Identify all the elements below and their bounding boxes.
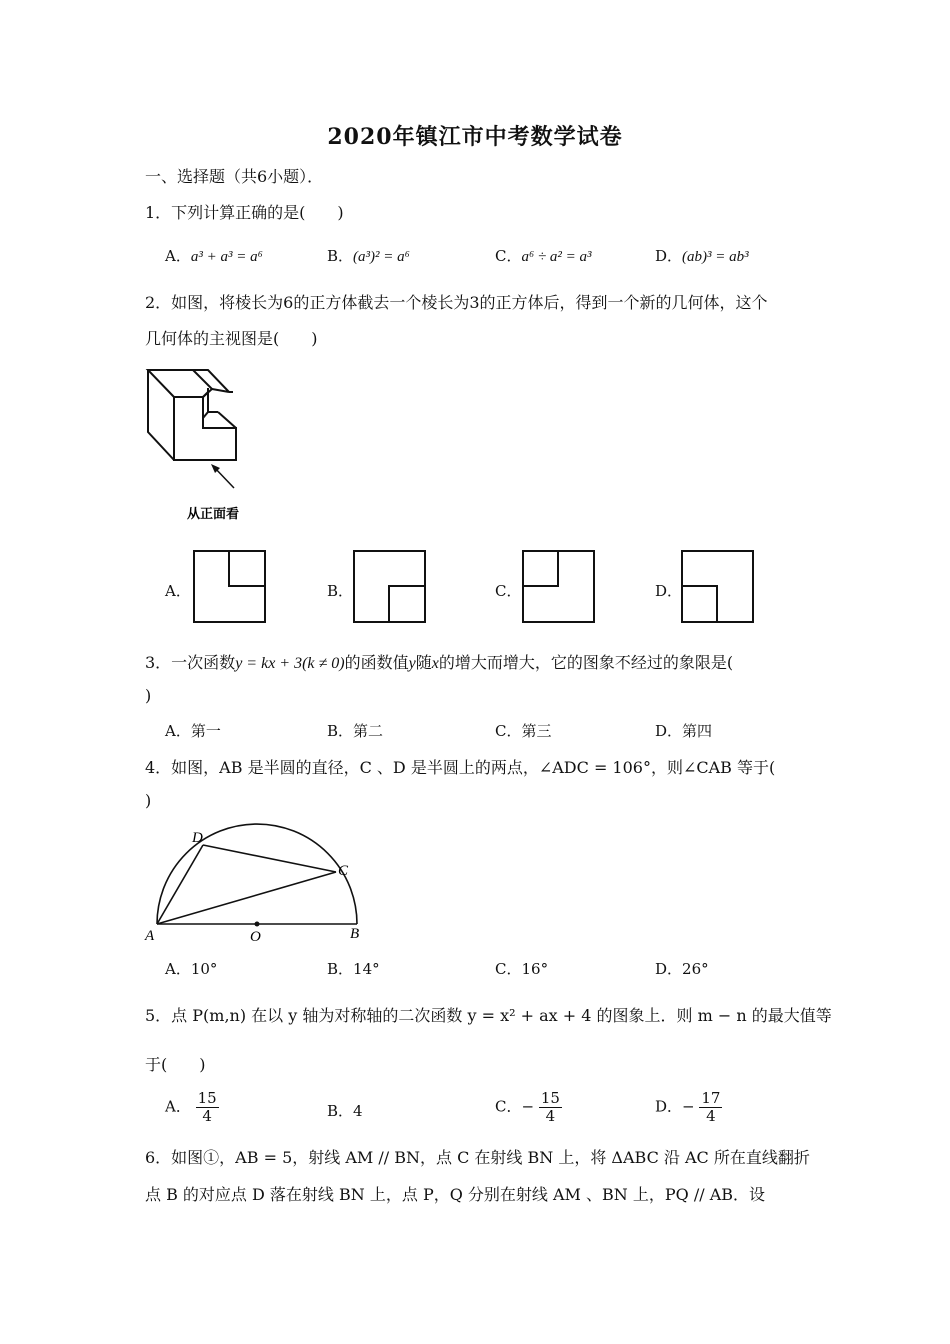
- segment-dc: [203, 845, 336, 872]
- q1-option-d-label: D．: [655, 247, 683, 265]
- view-caption: 从正面看: [187, 506, 240, 521]
- section-heading: 一、选择题（共6小题）．: [145, 167, 324, 186]
- q2-option-b-figure[interactable]: [353, 550, 427, 624]
- q2-option-d-label[interactable]: D．: [655, 582, 683, 600]
- q1-option-a-label: A．: [165, 247, 191, 265]
- q1-option-b[interactable]: [327, 245, 410, 266]
- q1-option-d-expr: (ab)³ = ab³: [682, 249, 749, 265]
- q3-stem-mid2: 随: [415, 653, 432, 672]
- q3-stem-line2: ): [145, 686, 152, 705]
- q3-stem-pre: 3．一次函数: [145, 653, 236, 672]
- q1-option-a-expr: a³ + a³ = a⁶: [190, 249, 263, 265]
- label-o: O: [250, 929, 261, 945]
- q5-option-d-label: D．: [655, 1097, 683, 1116]
- q5-stem-line2: 于( ): [145, 1055, 206, 1074]
- q6-stem-line2: 点 B 的对应点 D 落在射线 BN 上，点 P，Q 分别在射线 AM 、BN 上，PQ // AB．设: [145, 1185, 766, 1204]
- q1-option-b-label: B．: [327, 247, 354, 265]
- label-b: B: [350, 926, 360, 942]
- q5-option-a[interactable]: [165, 1090, 219, 1125]
- q1-option-d[interactable]: [655, 245, 749, 266]
- q2-option-b-label[interactable]: B．: [327, 582, 354, 600]
- q5-option-d[interactable]: [655, 1090, 722, 1125]
- q2-stem-line2: 几何体的主视图是( ): [145, 329, 318, 348]
- q1-option-c-expr: a⁶ ÷ a² = a³: [521, 249, 592, 265]
- q2-option-c-label[interactable]: C．: [495, 582, 522, 600]
- q2-option-a-label[interactable]: A．: [165, 582, 191, 600]
- q4-stem-line1: 4．如图，AB 是半圆的直径，C 、D 是半圆上的两点，∠ADC = 106°，则∠CAB 等于(: [145, 758, 776, 777]
- q5-option-d-sign: −: [682, 1097, 695, 1116]
- q2-stem-line1: 2．如图，将棱长为6的正方体截去一个棱长为3的正方体后，得到一个新的几何体，这个: [145, 293, 768, 312]
- q5-option-c-label: C．: [495, 1097, 522, 1116]
- page-title: 2020年镇江市中考数学试卷: [327, 124, 623, 150]
- q3-option-d[interactable]: D．第四: [655, 722, 713, 740]
- q4-option-d[interactable]: D．26°: [655, 960, 709, 978]
- q5-option-b[interactable]: B．4: [327, 1102, 363, 1120]
- q3-stem-line1: [145, 650, 733, 673]
- q3-stem-var-y: y: [408, 655, 416, 672]
- q5-option-c[interactable]: [495, 1090, 562, 1125]
- q2-option-c-figure[interactable]: [522, 550, 596, 624]
- q4-option-c[interactable]: C．16°: [495, 960, 549, 978]
- q3-stem-expr: y = kx + 3(k ≠ 0): [235, 655, 345, 672]
- q1-option-c-label: C．: [495, 247, 522, 265]
- q4-stem-line2: ): [145, 791, 152, 810]
- q3-stem-post: 的增大而增大，它的图象不经过的象限是(: [438, 653, 734, 672]
- q5-option-d-fraction: $\frac{17}{4}$: [701, 1089, 721, 1125]
- q2-option-d-figure[interactable]: [681, 550, 755, 624]
- q5-option-c-sign: −: [521, 1097, 535, 1116]
- label-d: D: [192, 830, 203, 846]
- q6-stem-line1: 6．如图①，AB = 5，射线 AM // BN，点 C 在射线 BN 上，将 ΔABC 沿 AC 所在直线翻折: [145, 1148, 810, 1167]
- q1-stem: 1．下列计算正确的是( ): [145, 203, 344, 222]
- q3-stem-mid: 的函数值: [344, 653, 409, 672]
- q5-option-a-label: A．: [165, 1097, 191, 1116]
- label-c: C: [338, 863, 349, 879]
- q5-option-c-fraction: $\frac{15}{4}$: [540, 1089, 560, 1125]
- q3-option-b[interactable]: B．第二: [327, 722, 384, 740]
- center-point-o: [255, 922, 260, 927]
- q3-stem-var-x: x: [431, 655, 439, 672]
- q2-option-a-figure[interactable]: [193, 550, 267, 624]
- q1-option-a[interactable]: [165, 245, 263, 266]
- q1-option-b-expr: (a³)² = a⁶: [353, 249, 410, 265]
- q5-option-a-fraction: $\frac{15}{4}$: [197, 1089, 217, 1125]
- q1-option-c[interactable]: [495, 245, 592, 266]
- q4-option-b[interactable]: B．14°: [327, 960, 380, 978]
- q2-solid-figure: [140, 362, 260, 528]
- q5-stem-line1: 5．点 P(m,n) 在以 y 轴为对称轴的二次函数 y = x² + ax + 4 的图象上．则 m − n 的最大值等: [145, 1006, 832, 1025]
- q4-option-a[interactable]: A．10°: [165, 960, 218, 978]
- q4-semicircle-figure: [140, 820, 380, 950]
- q3-option-c[interactable]: C．第三: [495, 722, 552, 740]
- segment-ac: [157, 872, 336, 924]
- q3-option-a[interactable]: A．第一: [165, 722, 221, 740]
- label-a: A: [145, 928, 155, 944]
